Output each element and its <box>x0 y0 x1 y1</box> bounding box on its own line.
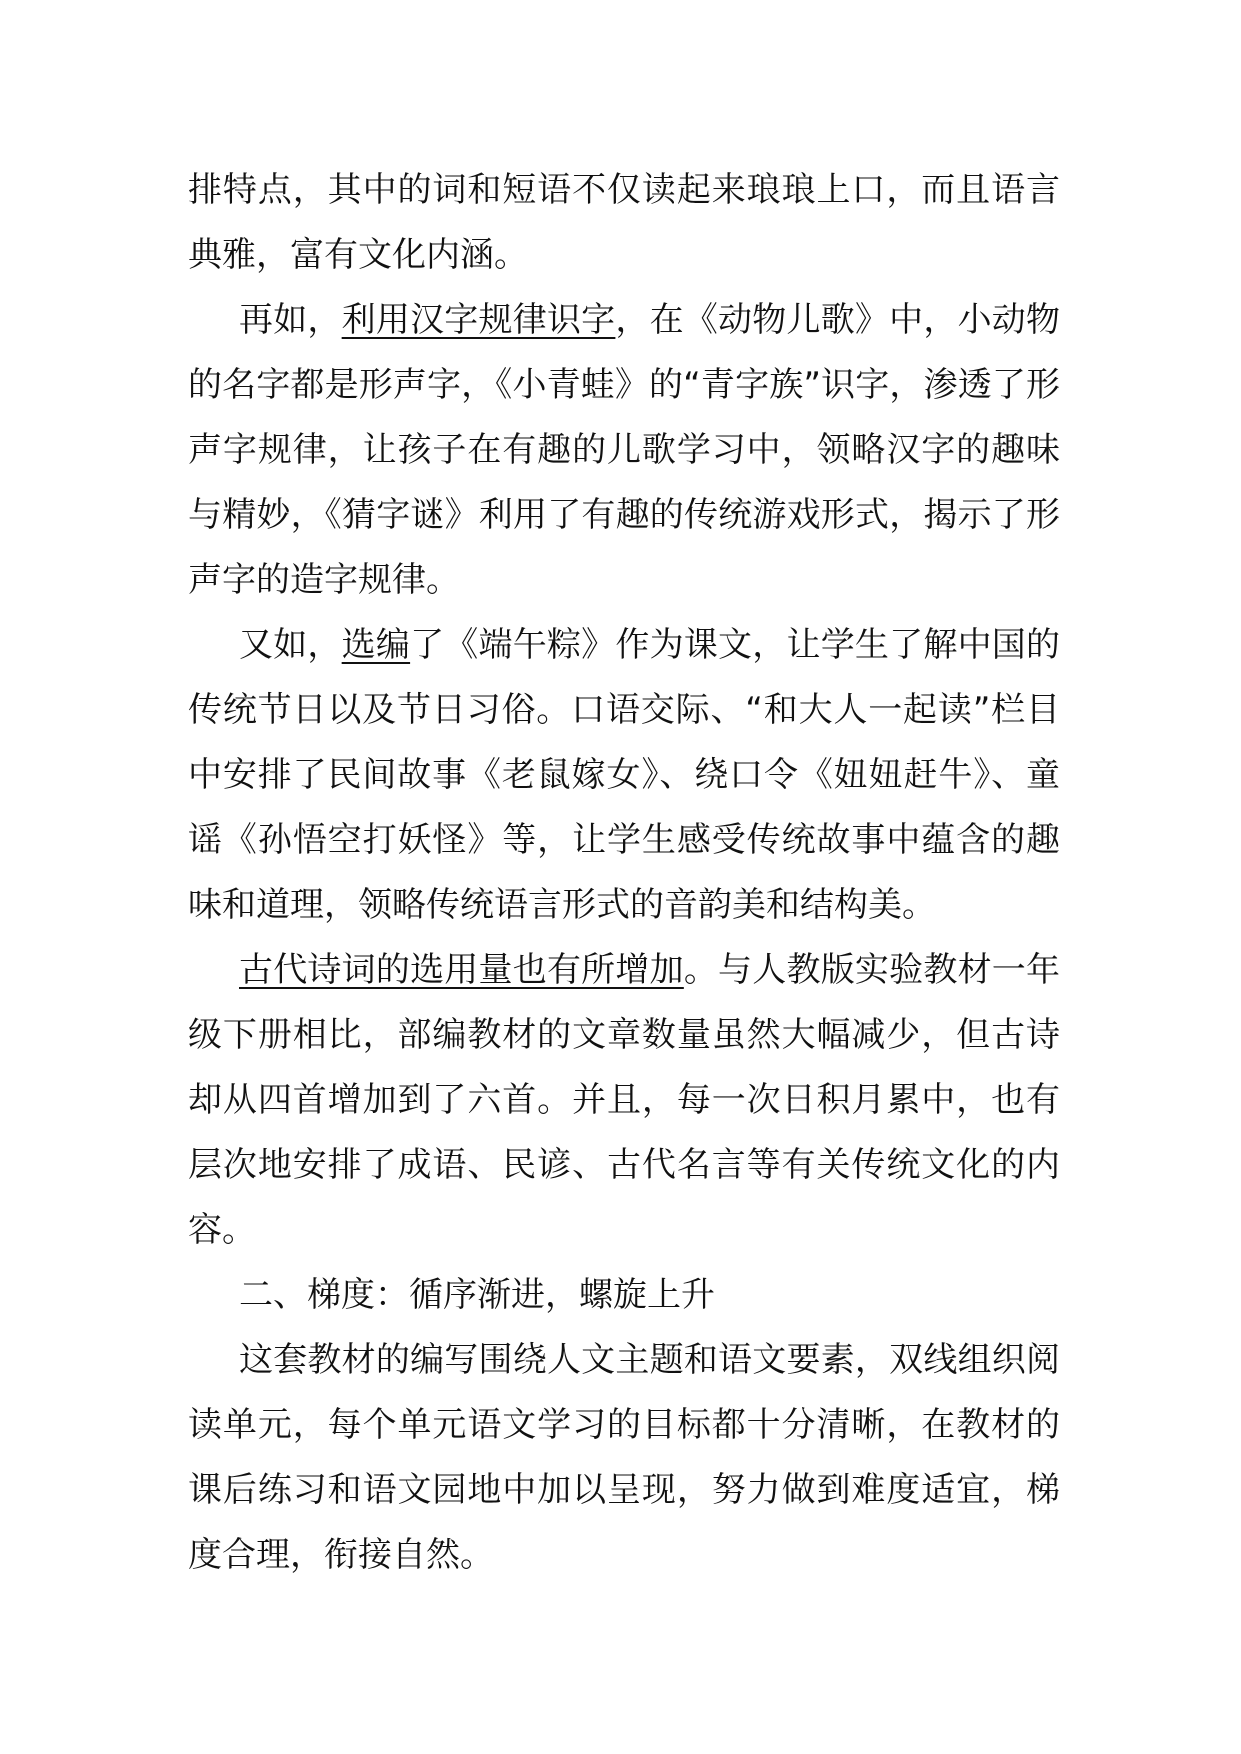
paragraph-text: 又如， <box>239 625 342 665</box>
body-text <box>188 158 1060 1588</box>
paragraph-text: 这套教材的编写围绕人文主题和语文要素，双线组织阅读单元，每个单元语文学习的目标都十分清晰，在教材的课后练习和语文园地中加以呈现，努力做到难度适宜，梯度合理，衔接自然。 <box>188 1340 1060 1575</box>
paragraph-text: 再如， <box>239 300 342 340</box>
section-heading <box>188 1263 1060 1328</box>
paragraph-gradient <box>188 1328 1060 1588</box>
paragraph-traditional-festivals <box>188 613 1060 938</box>
underlined-phrase: 古代诗词的选用量也有所增加 <box>239 950 684 990</box>
paragraph-text: 了《端午粽》作为课文，让学生了解中国的传统节日以及节日习俗。口语交际、“和大人一起读”栏目中安排了民间故事《老鼠嫁女》、绕口令《妞妞赶牛》、童谣《孙悟空打妖怪》等，让学生感受传统故事中蕴含的趣味和道理，领略传统语言形式的音韵美和结构美。 <box>188 625 1061 925</box>
paragraph-phonetic-characters <box>188 288 1060 613</box>
paragraph-ancient-poetry <box>188 938 1060 1263</box>
paragraph-text: 。与人教版实验教材一年级下册相比，部编教材的文章数量虽然大幅减少，但古诗却从四首增加到了六首。并且，每一次日积月累中，也有层次地安排了成语、民谚、古代名言等有关传统文化的内容。 <box>188 950 1061 1250</box>
underlined-phrase: 利用汉字规律识字 <box>341 300 616 340</box>
heading-text: 二、梯度：循序渐进，螺旋上升 <box>239 1275 715 1315</box>
paragraph-text: ，在《动物儿歌》中，小动物的名字都是形声字，《小青蛙》的“青字族”识字，渗透了形声字规律，让孩子在有趣的儿歌学习中，领略汉字的趣味与精妙，《猜字谜》利用了有趣的传统游戏形式，揭示了形声字的造字规律。 <box>188 300 1061 600</box>
paragraph-continuation <box>188 158 1060 288</box>
underlined-phrase: 选编 <box>341 625 411 665</box>
paragraph-text: 排特点，其中的词和短语不仅读起来琅琅上口，而且语言典雅，富有文化内涵。 <box>188 170 1060 275</box>
